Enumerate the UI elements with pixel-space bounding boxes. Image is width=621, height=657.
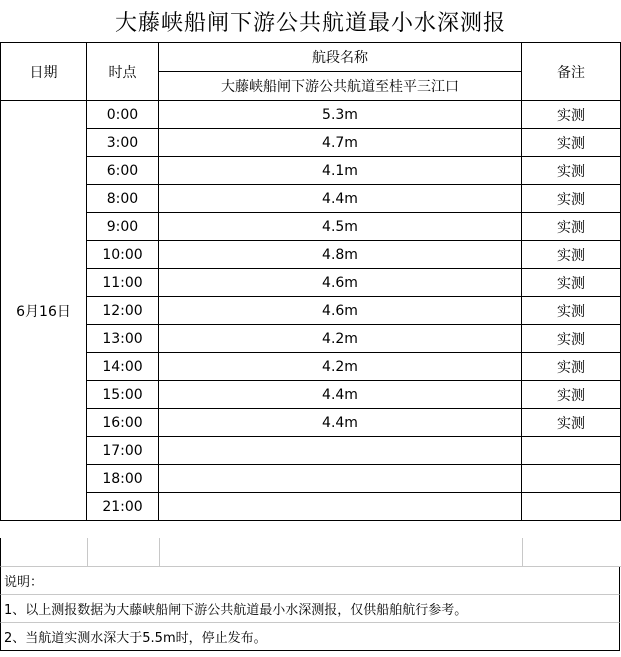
table-row: [1, 241, 621, 269]
segment-header: 航段名称: [159, 43, 522, 72]
time-cell: 17:00: [87, 437, 159, 465]
time-cell: 13:00: [87, 325, 159, 353]
remark-cell: [522, 437, 621, 465]
segment-name: 大藤峡船闸下游公共航道至桂平三江口: [159, 72, 522, 101]
depth-cell: 4.6m: [159, 297, 522, 325]
time-cell: 12:00: [87, 297, 159, 325]
table-row: [1, 493, 621, 521]
time-cell: 0:00: [87, 101, 159, 129]
remark-cell: 实测: [522, 409, 621, 437]
remark-cell: 实测: [522, 297, 621, 325]
note-line-1: 1、以上测报数据为大藤峡船闸下游公共航道最小水深测报，仅供船舶航行参考。: [0, 595, 620, 623]
table-row: [1, 325, 621, 353]
notes-area: [0, 538, 621, 651]
remark-cell: 实测: [522, 101, 621, 129]
table-row: [1, 353, 621, 381]
time-cell: 11:00: [87, 269, 159, 297]
table-row: [1, 101, 621, 129]
time-cell: 21:00: [87, 493, 159, 521]
depth-cell: [159, 493, 522, 521]
blank-row: [0, 538, 621, 567]
remark-cell: 实测: [522, 241, 621, 269]
time-cell: 10:00: [87, 241, 159, 269]
depth-table-body: [1, 43, 621, 521]
time-cell: 9:00: [87, 213, 159, 241]
depth-cell: 4.4m: [159, 381, 522, 409]
depth-cell: [159, 465, 522, 493]
table-row: [1, 129, 621, 157]
depth-cell: 4.7m: [159, 129, 522, 157]
time-cell: 6:00: [87, 157, 159, 185]
depth-cell: 4.5m: [159, 213, 522, 241]
remark-cell: 实测: [522, 353, 621, 381]
table-row: [1, 437, 621, 465]
time-header: 时点: [87, 43, 159, 101]
table-row: [1, 381, 621, 409]
remark-cell: 实测: [522, 325, 621, 353]
table-row: [1, 465, 621, 493]
remark-cell: 实测: [522, 213, 621, 241]
remark-cell: [522, 493, 621, 521]
depth-cell: [159, 437, 522, 465]
remark-cell: 实测: [522, 185, 621, 213]
table-row: [1, 157, 621, 185]
time-cell: 15:00: [87, 381, 159, 409]
time-cell: 3:00: [87, 129, 159, 157]
depth-cell: 4.4m: [159, 409, 522, 437]
remark-cell: 实测: [522, 129, 621, 157]
date-header: 日期: [1, 43, 87, 101]
table-row: [1, 269, 621, 297]
depth-cell: 4.1m: [159, 157, 522, 185]
remark-cell: 实测: [522, 157, 621, 185]
remark-cell: 实测: [522, 381, 621, 409]
depth-cell: 4.8m: [159, 241, 522, 269]
time-cell: 8:00: [87, 185, 159, 213]
table-row: [1, 185, 621, 213]
depth-cell: 4.6m: [159, 269, 522, 297]
remark-cell: 实测: [522, 269, 621, 297]
depth-cell: 4.4m: [159, 185, 522, 213]
note-line-2: 2、当航道实测水深大于5.5m时，停止发布。: [0, 623, 620, 651]
depth-cell: 4.2m: [159, 353, 522, 381]
date-cell: 6月16日: [1, 101, 87, 521]
table-row: [1, 297, 621, 325]
header-row: [1, 43, 621, 72]
depth-cell: 4.2m: [159, 325, 522, 353]
time-cell: 18:00: [87, 465, 159, 493]
depth-cell: 5.3m: [159, 101, 522, 129]
table-row: [1, 213, 621, 241]
remark-header: 备注: [522, 43, 621, 101]
remark-cell: [522, 465, 621, 493]
time-cell: 16:00: [87, 409, 159, 437]
report-title: 大藤峡船闸下游公共航道最小水深测报: [114, 10, 506, 36]
notes-heading: 说明：: [0, 567, 620, 595]
time-cell: 14:00: [87, 353, 159, 381]
table-row: [1, 409, 621, 437]
depth-table: [0, 42, 621, 521]
